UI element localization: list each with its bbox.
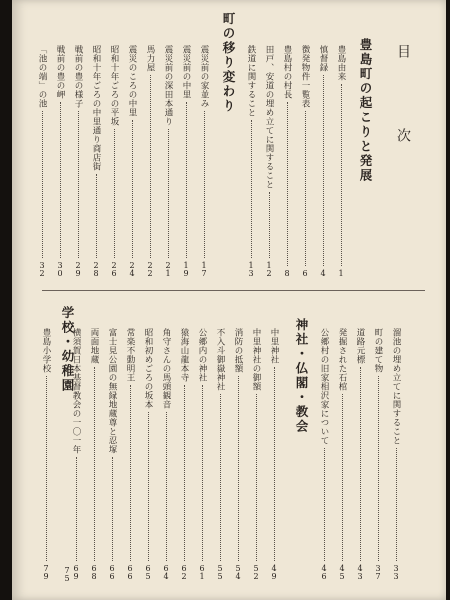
toc-entry[interactable] — [354, 328, 366, 580]
toc-entry[interactable] — [245, 45, 257, 277]
leader-dots — [305, 111, 306, 266]
heading-text: 豊島町の起こりと発展 — [358, 38, 373, 183]
section-heading-shrines — [292, 318, 310, 468]
toc-entry[interactable] — [214, 328, 226, 580]
page-number: 37 — [373, 564, 383, 580]
toc-entry[interactable] — [108, 45, 120, 277]
toc-entry[interactable] — [90, 45, 102, 277]
entry-label: 町の建て物 — [373, 328, 383, 373]
page-number: 12 — [264, 261, 274, 277]
page-number: 66 — [107, 564, 117, 580]
leader-dots — [324, 448, 325, 561]
page-number: 28 — [91, 261, 101, 277]
toc-entry[interactable] — [144, 45, 156, 277]
page-number: 45 — [337, 564, 347, 580]
leader-dots — [60, 102, 61, 258]
toc-entry[interactable] — [88, 328, 100, 580]
toc-entry[interactable] — [250, 328, 262, 580]
page-number: 62 — [179, 564, 189, 580]
leader-dots — [114, 129, 115, 258]
page-number: 79 — [41, 564, 51, 580]
toc-entry[interactable] — [336, 328, 348, 580]
toc-entry[interactable] — [317, 45, 329, 277]
page-number: 17 — [199, 261, 209, 277]
entry-label: 戦前の豊の岬 — [55, 45, 65, 99]
toc-entry[interactable] — [72, 45, 84, 277]
leader-dots — [342, 394, 343, 561]
section-heading-schools — [58, 306, 76, 582]
toc-entry[interactable] — [142, 328, 154, 580]
toc-entry[interactable] — [335, 45, 347, 277]
entry-label: 中里神社の御額 — [251, 328, 261, 391]
leader-dots — [96, 174, 97, 258]
entry-label: 公郷内の神社 — [197, 328, 207, 382]
toc-entry[interactable] — [106, 328, 118, 580]
toc-entry[interactable] — [40, 328, 52, 580]
page-number: 52 — [251, 564, 261, 580]
toc-entry[interactable] — [36, 45, 48, 277]
entry-label: 公郷村の旧家相沢家について — [319, 328, 329, 445]
toc-entry[interactable] — [178, 328, 190, 580]
toc-entry[interactable] — [318, 328, 330, 580]
toc-entry[interactable] — [198, 45, 210, 277]
page-number: 55 — [215, 564, 225, 580]
page-number: 1 — [336, 269, 346, 277]
page-number: 46 — [319, 564, 329, 580]
toc-entry[interactable] — [263, 45, 275, 277]
leader-dots — [130, 385, 131, 561]
leader-dots — [46, 376, 47, 561]
entry-label: 発掘された石棺 — [337, 328, 347, 391]
leader-dots — [274, 367, 275, 561]
leader-dots — [148, 412, 149, 561]
toc-entry[interactable] — [162, 45, 174, 277]
leader-dots — [269, 192, 270, 258]
leader-dots — [238, 376, 239, 561]
toc-entry[interactable] — [299, 45, 311, 277]
leader-dots — [184, 385, 185, 561]
page-number: 22 — [145, 261, 155, 277]
page-number: 19 — [181, 261, 191, 277]
page-number: 43 — [355, 564, 365, 580]
page-number: 75 — [62, 566, 72, 582]
page-number: 13 — [246, 261, 256, 277]
entry-label: 「池の端」の池 — [37, 45, 47, 108]
entry-label: 昭和十年ごろの平坂 — [109, 45, 119, 126]
entry-label: 昭和十年ごろの中里通り商店街 — [91, 45, 101, 171]
page-number: 54 — [233, 564, 243, 580]
entry-label: 震災前の家並み — [199, 45, 209, 108]
toc-entry[interactable] — [124, 328, 136, 580]
title-moku: 目 — [395, 44, 411, 58]
leader-dots — [204, 111, 205, 258]
leader-dots — [220, 394, 221, 561]
leader-dots — [202, 385, 203, 561]
leader-dots — [323, 75, 324, 266]
page-number: 64 — [161, 564, 171, 580]
entry-label: 角守さんの馬頭観音 — [161, 328, 171, 409]
page-number: 30 — [55, 261, 65, 277]
toc-page — [12, 0, 446, 600]
toc-entry[interactable] — [268, 328, 280, 580]
entry-label: 両面地蔵 — [89, 328, 99, 364]
heading-text: 町の移り変わり — [221, 12, 236, 114]
toc-entry[interactable] — [232, 328, 244, 580]
page-number: 68 — [89, 564, 99, 580]
entry-label: 消防の抵額 — [233, 328, 243, 373]
entry-label: 鉄道に関すること — [246, 45, 256, 117]
page-number: 33 — [391, 564, 401, 580]
page-number: 4 — [318, 269, 328, 277]
entry-label: 震災のころの中里 — [127, 45, 137, 117]
leader-dots — [94, 367, 95, 561]
leader-dots — [42, 111, 43, 258]
leader-dots — [78, 111, 79, 258]
leader-dots — [112, 457, 113, 561]
page-number: 29 — [73, 261, 83, 277]
leader-dots — [287, 102, 288, 266]
entry-label: 豊島由来 — [336, 45, 346, 81]
toc-entry[interactable] — [126, 45, 138, 277]
leader-dots — [166, 412, 167, 561]
page-number: 66 — [125, 564, 135, 580]
page-number: 21 — [163, 261, 173, 277]
section-divider — [42, 290, 425, 291]
page-number: 24 — [127, 261, 137, 277]
entry-label: 富士見公園の無縁地蔵尊と忍塚 — [107, 328, 117, 454]
entry-label: 猿海山龍本寺 — [179, 328, 189, 382]
page-number: 61 — [197, 564, 207, 580]
section-heading-origins — [356, 38, 374, 258]
leader-dots — [150, 75, 151, 258]
toc-entry[interactable] — [54, 45, 66, 277]
toc-entry[interactable] — [390, 328, 402, 580]
entry-label: 不入斗御嶽神社 — [215, 328, 225, 391]
page-number: 8 — [282, 269, 292, 277]
entry-label: 戦前の豊の様子 — [73, 45, 83, 108]
entry-label: 豊島小学校 — [41, 328, 51, 373]
page-number: 69 — [71, 564, 81, 580]
toc-entry[interactable] — [196, 328, 208, 580]
leader-dots — [360, 367, 361, 561]
section-heading-changes — [219, 12, 237, 182]
page-number: 6 — [300, 269, 310, 277]
entry-label: 道路元標 — [355, 328, 365, 364]
leader-dots — [132, 120, 133, 258]
leader-dots — [341, 84, 342, 266]
heading-text: 神社・仏閣・教会 — [294, 318, 309, 434]
leader-dots — [396, 448, 397, 561]
entry-label: 豊島村の村長 — [282, 45, 292, 99]
page-number: 65 — [143, 564, 153, 580]
entry-label: 震災前の中里 — [181, 45, 191, 99]
toc-entry[interactable] — [160, 328, 172, 580]
entry-label: 中里神社 — [269, 328, 279, 364]
leader-dots — [378, 376, 379, 561]
leader-dots — [168, 129, 169, 258]
entry-label: 慎督録 — [318, 45, 328, 72]
leader-dots — [256, 394, 257, 561]
page-number: 26 — [109, 261, 119, 277]
entry-label: 横須賀日本基督教会の一〇一年 — [71, 328, 81, 454]
heading-text: 学校・幼稚園 — [60, 306, 75, 393]
entry-label: 昭和初めごろの坂本 — [143, 328, 153, 409]
toc-entry[interactable] — [372, 328, 384, 580]
toc-entry[interactable] — [281, 45, 293, 277]
entry-label: 震災前の深田本通り — [163, 45, 173, 126]
leader-dots — [186, 102, 187, 258]
page-number: 32 — [37, 261, 47, 277]
entry-label: 常楽不動明王 — [125, 328, 135, 382]
toc-entry[interactable] — [180, 45, 192, 277]
entry-label: 徴発物件一覧表 — [300, 45, 310, 108]
title-ji: 次 — [395, 128, 411, 142]
entry-label: 馬力屋 — [145, 45, 155, 72]
entry-label: 溜池の埋め立てに関すること — [391, 328, 401, 445]
entry-label: 田戸、安道の埋め立てに関すること — [264, 45, 274, 189]
page-number: 49 — [269, 564, 279, 580]
leader-dots — [251, 120, 252, 258]
